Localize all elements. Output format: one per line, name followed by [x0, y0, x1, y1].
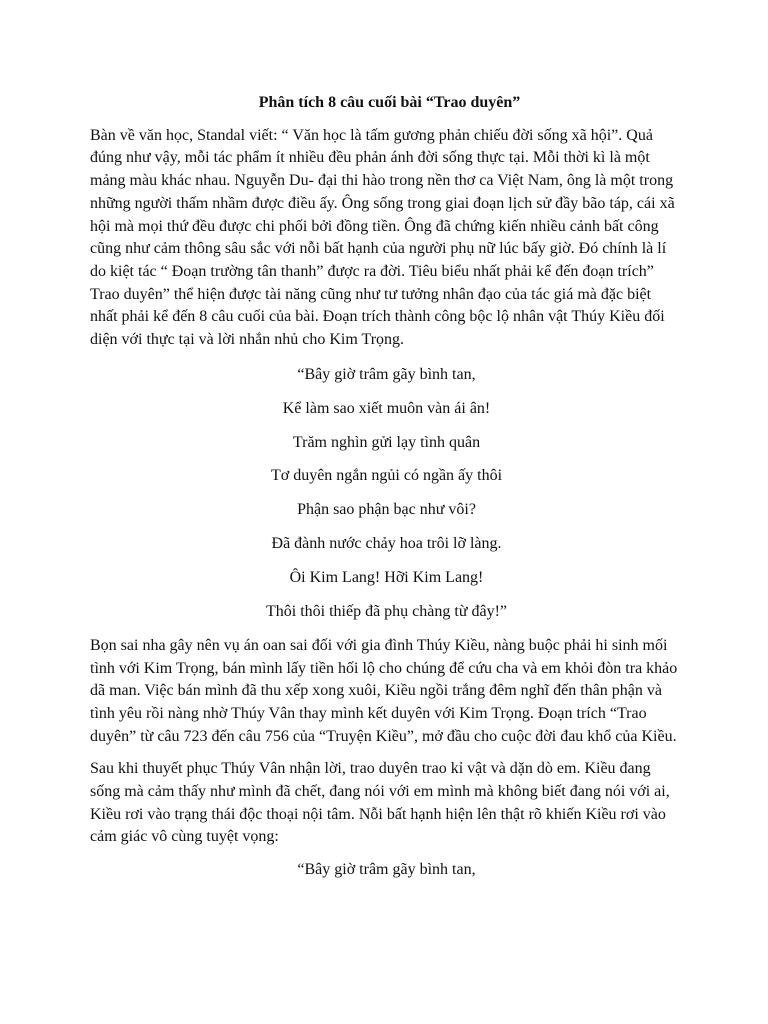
verse-line: Đã đành nước chảy hoa trôi lỡ làng.	[271, 535, 502, 553]
verse-line: Tơ duyên ngắn ngủi có ngần ấy thôi	[270, 467, 503, 485]
intro-paragraph: Bàn về văn học, Standal viết: “ Văn học là tấm gương phản chiếu đời sống xã hội”. Quả đúng như vậy, mỗi tác phẩm ít nhiều đều phản ánh đời sống thực tại. Mỗi thời kì là một mảng màu khác nhau. Nguyễn Du- đại thi hào trong nền thơ ca Việt Nam, ông là một trong những người thấm nhầm được điều ấy. Ông sống trong giai đoạn lịch sử đầy bão táp, cái xã hội mà mọi thứ đều được chi phối bởi đồng tiền. Ông đã chứng kiến nhiều cảnh bất công cũng như cảm thông sâu sắc với nỗi bất hạnh của người phụ nữ lúc bấy giờ. Đó chính là lí do kiệt tác “ Đoạn trường tân thanh” được ra đời. Tiêu biểu nhất phải kể đến đoạn trích” Trao duyên” thể hiện được tài năng cũng như tư tưởng nhân đạo của tác giá mà đặc biệt nhất phải kể đến 8 câu cuối của bài. Đoạn trích thành công bộc lộ nhân vật Thúy Kiều đối diện với thực tại và lời nhắn nhủ cho Kim Trọng.	[90, 126, 675, 349]
verse-line: Trăm nghìn gửi lạy tình quân	[292, 433, 481, 451]
verse-line: Ôi Kim Lang! Hỡi Kim Lang!	[289, 569, 484, 587]
analysis-paragraph: Sau khi thuyết phục Thúy Vân nhận lời, trao duyên trao kỉ vật và dặn dò em. Kiều đang sống mà cảm thấy như mình đã chết, đang nói với em mình mà không biết đang nói với ai, Kiều rơi vào trạng thái độc thoại nội tâm. Nỗi bất hạnh hiện lên thật rõ khiến Kiều rơi vào cảm giác vô cùng tuyệt vọng:	[90, 760, 670, 846]
closing-verse-line: “Bây giờ trâm gãy bình tan,	[297, 861, 476, 879]
verse-line: Phận sao phận bạc như vôi?	[297, 501, 476, 519]
verse-line: Thôi thôi thiếp đã phụ chàng từ đây!”	[265, 602, 508, 620]
document-title: Phân tích 8 câu cuối bài “Trao duyên”	[258, 94, 521, 111]
verse-line: “Bây giờ trâm gãy bình tan,	[297, 365, 476, 383]
context-paragraph: Bọn sai nha gây nên vụ án oan sai đối với gia đình Thúy Kiều, nàng buộc phải hi sinh mối tình với Kim Trọng, bán mình lấy tiền hối lộ cho chúng để cứu cha và em khỏi đòn tra khảo dã man. Việc bán mình đã thu xếp xong xuôi, Kiều ngồi trắng đêm nghĩ đến thân phận và tình yêu rồi nàng nhờ Thúy Vân thay mình kết duyên với Kim Trọng. Đoạn trích “Trao duyên” từ câu 723 đến câu 756 của “Truyện Kiều”, mở đầu cho cuộc đời đau khổ của Kiều.	[90, 636, 678, 745]
verse-line: Kể làm sao xiết muôn vàn ái ân!	[282, 399, 491, 417]
poem-excerpt	[90, 362, 681, 624]
